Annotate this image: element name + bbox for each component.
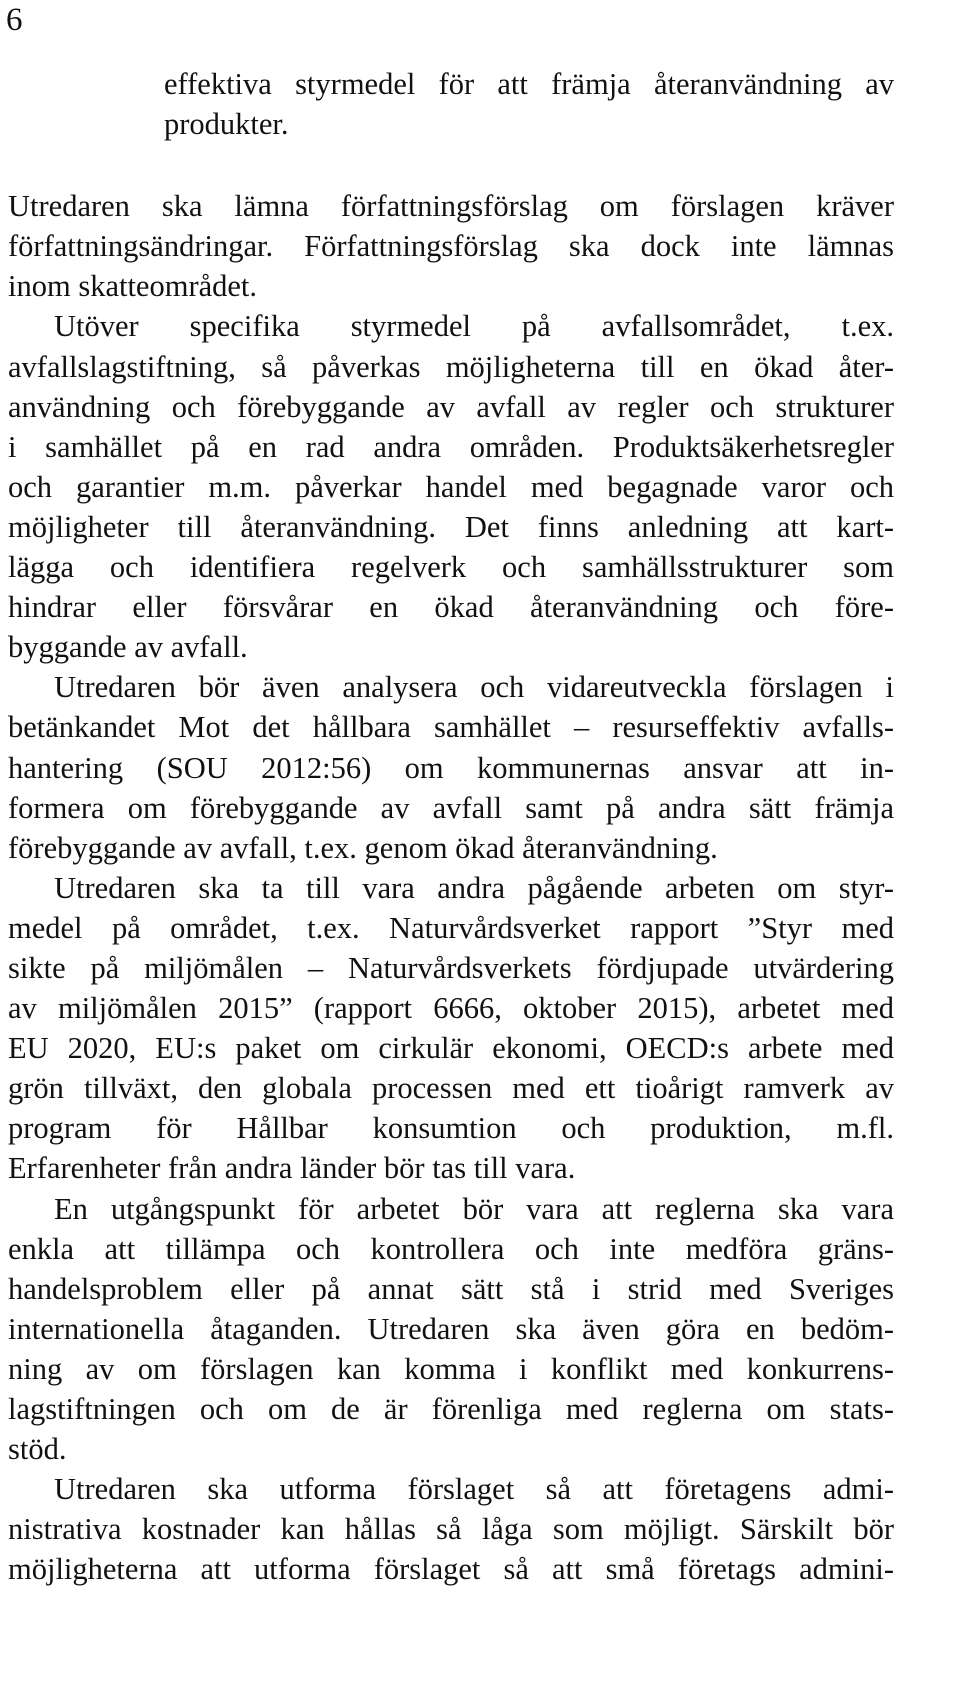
text-line: inom skatteområdet. bbox=[8, 269, 258, 304]
text-line: betänkandet Mot det hållbara samhället – resurseffektiv avfalls- bbox=[8, 710, 894, 745]
text-line: effektiva styrmedel för att främja återanvändning av bbox=[164, 67, 894, 101]
text-line: formera om förebyggande av avfall samt på andra sätt främja bbox=[8, 790, 894, 825]
text-line: Utredaren bör även analysera och vidareutveckla förslagen i bbox=[54, 670, 894, 705]
text-line: av miljömålen 2015” (rapport 6666, oktober 2015), arbetet med bbox=[8, 991, 894, 1026]
text-line: möjligheter till återanvändning. Det finns anledning att kart- bbox=[8, 509, 894, 544]
text-line: i samhället på en rad andra områden. Produktsäkerhetsregler bbox=[8, 429, 894, 464]
text-line: förebyggande av avfall, t.ex. genom ökad återanvändning. bbox=[8, 830, 718, 865]
paragraph-gap bbox=[8, 144, 894, 186]
text-line: byggande av avfall. bbox=[8, 630, 248, 665]
text-line: produkter. bbox=[164, 107, 289, 142]
text-line: Utredaren ska utforma förslaget så att företagens admi- bbox=[54, 1472, 894, 1507]
text-line: Utredaren ska ta till vara andra pågående arbeten om styr- bbox=[54, 870, 894, 905]
text-line: EU 2020, EU:s paket om cirkulär ekonomi, OECD:s arbete med bbox=[8, 1031, 894, 1066]
text-line: Utöver specifika styrmedel på avfallsområdet, t.ex. bbox=[54, 309, 894, 344]
text-line: sikte på miljömålen – Naturvårdsverkets fördjupade utvärdering bbox=[8, 950, 894, 985]
text-line: avfallslagstiftning, så påverkas möjligheterna till en ökad åter- bbox=[8, 349, 894, 384]
text-line: stöd. bbox=[8, 1432, 67, 1467]
text-line: hantering (SOU 2012:56) om kommunernas ansvar att in- bbox=[8, 750, 894, 785]
text-line: Utredaren ska lämna författningsförslag om förslagen kräver bbox=[8, 189, 894, 224]
text-line: enkla att tillämpa och kontrollera och inte medföra gräns- bbox=[8, 1231, 894, 1266]
text-line: möjligheterna att utforma förslaget så att små företags admini- bbox=[8, 1552, 894, 1587]
text-line: användning och förebyggande av avfall av regler och strukturer bbox=[8, 389, 894, 424]
body-text bbox=[8, 64, 894, 1589]
text-line: Erfarenheter från andra länder bör tas till vara. bbox=[8, 1151, 576, 1186]
text-line: grön tillväxt, den globala processen med ett tioårigt ramverk av bbox=[8, 1071, 894, 1106]
text-line: nistrativa kostnader kan hållas så låga som möjligt. Särskilt bör bbox=[8, 1512, 894, 1547]
text-line: program för Hållbar konsumtion och produktion, m.fl. bbox=[8, 1111, 894, 1146]
text-line: ning av om förslagen kan komma i konflikt med konkurrens- bbox=[8, 1351, 894, 1386]
text-line: medel på området, t.ex. Naturvårdsverket rapport ”Styr med bbox=[8, 910, 894, 945]
text-line: lägga och identifiera regelverk och samhällsstrukturer som bbox=[8, 550, 894, 585]
page-number: 6 bbox=[6, 2, 23, 38]
text-line: internationella åtaganden. Utredaren ska även göra en bedöm- bbox=[8, 1311, 894, 1346]
text-line: hindrar eller försvårar en ökad återanvändning och före- bbox=[8, 590, 894, 625]
text-line: författningsändringar. Författningsförslag ska dock inte lämnas bbox=[8, 229, 894, 264]
text-line: handelsproblem eller på annat sätt stå i strid med Sveriges bbox=[8, 1271, 894, 1306]
text-line: lagstiftningen och om de är förenliga med reglerna om stats- bbox=[8, 1392, 894, 1426]
text-line: och garantier m.m. påverkar handel med begagnade varor och bbox=[8, 469, 894, 504]
text-line: En utgångspunkt för arbetet bör vara att reglerna ska vara bbox=[54, 1191, 894, 1226]
